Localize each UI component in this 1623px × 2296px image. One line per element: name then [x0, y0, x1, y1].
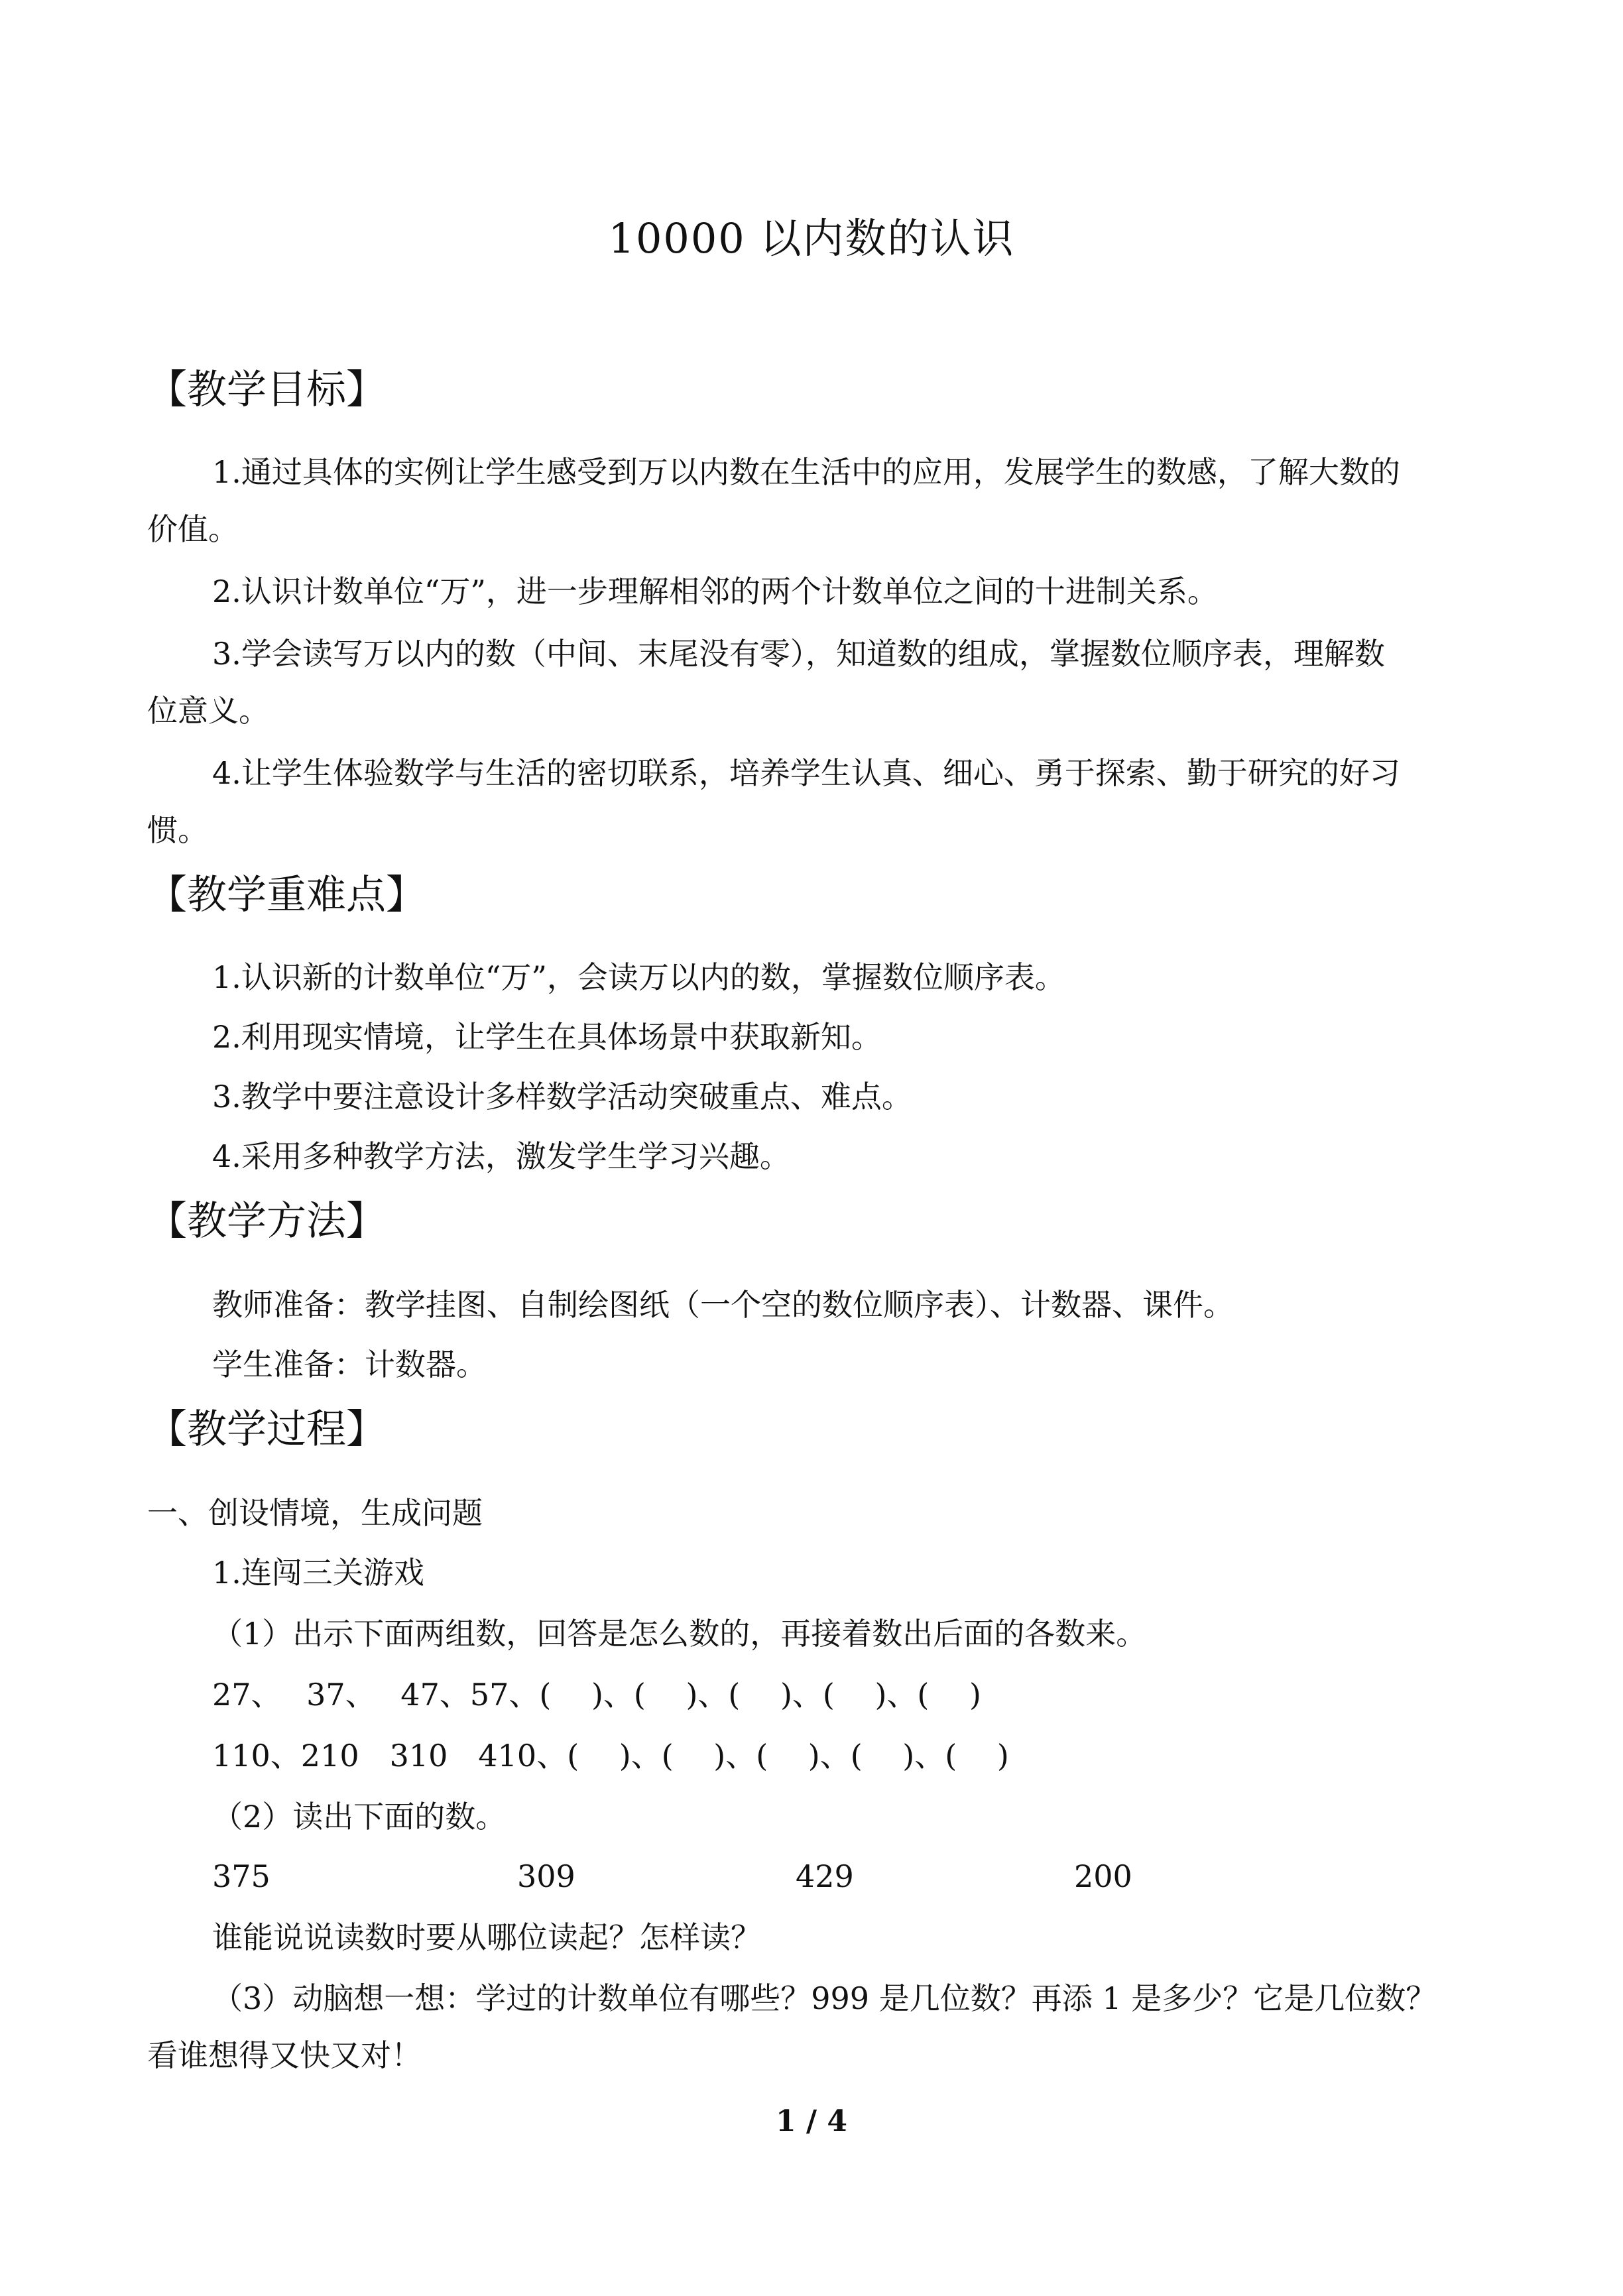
methods-student-prep: 学生准备：计数器。 — [212, 1347, 487, 1382]
goals-item-4: 4.让学生体验数学与生活的密切联系，培养学生认真、细心、勇于探索、勤于研究的好习 — [212, 755, 1400, 791]
process-question-3-cont: 看谁想得又快又对！ — [147, 2037, 422, 2073]
process-question-3: （3）动脑想一想：学过的计数单位有哪些？999 是几位数？再添 1 是多少？它是几位数？ — [212, 1980, 1437, 2016]
key-point-4: 4.采用多种教学方法，激发学生学习兴趣。 — [212, 1138, 790, 1174]
process-question-2-followup: 谁能说说读数时要从哪位读起？怎样读？ — [212, 1919, 761, 1955]
methods-teacher-prep: 教师准备：教学挂图、自制绘图纸（一个空的数位顺序表）、计数器、课件。 — [212, 1287, 1234, 1323]
key-point-2: 2.利用现实情境，让学生在具体场景中获取新知。 — [212, 1019, 882, 1055]
methods-heading: 【教学方法】 — [147, 1198, 386, 1244]
number-sequence-2: 110、210 310 410、( )、( )、( )、( )、( ) — [212, 1738, 1009, 1774]
process-question-2: （2）读出下面的数。 — [212, 1799, 507, 1835]
key-point-3: 3.教学中要注意设计多样数学活动突破重点、难点。 — [212, 1079, 912, 1115]
number-sequence-1: 27、 37、 47、57、( )、( )、( )、( )、( ) — [212, 1677, 981, 1713]
page-indicator: 1 / 4 — [776, 2104, 847, 2138]
goals-item-2: 2.认识计数单位“万”，进一步理解相邻的两个计数单位之间的十进制关系。 — [212, 574, 1218, 609]
document-title: 10000 以内数的认识 — [608, 214, 1015, 263]
goals-item-4-cont: 惯。 — [147, 812, 208, 848]
key-points-heading: 【教学重难点】 — [147, 872, 426, 918]
process-question-1: （1）出示下面两组数，回答是怎么数的，再接着数出后面的各数来。 — [212, 1616, 1147, 1652]
key-point-1: 1.认识新的计数单位“万”，会读万以内的数，掌握数位顺序表。 — [212, 959, 1065, 995]
number-item: 309 — [517, 1858, 575, 1894]
goals-item-1-cont: 价值。 — [147, 511, 239, 547]
number-item: 429 — [796, 1858, 854, 1894]
goals-item-3: 3.学会读写万以内的数（中间、末尾没有零），知道数的组成，掌握数位顺序表，理解数 — [212, 636, 1385, 672]
goals-heading: 【教学目标】 — [147, 367, 386, 413]
goals-item-3-cont: 位意义。 — [147, 693, 269, 729]
process-part1-title: 一、创设情境，生成问题 — [147, 1495, 483, 1531]
process-game-title: 1.连闯三关游戏 — [212, 1555, 424, 1591]
numbers-to-read — [0, 1855, 1623, 1898]
number-item: 375 — [212, 1858, 270, 1894]
process-heading: 【教学过程】 — [147, 1406, 386, 1453]
goals-item-1: 1.通过具体的实例让学生感受到万以内数在生活中的应用，发展学生的数感，了解大数的 — [212, 454, 1400, 490]
number-item: 200 — [1074, 1858, 1132, 1894]
